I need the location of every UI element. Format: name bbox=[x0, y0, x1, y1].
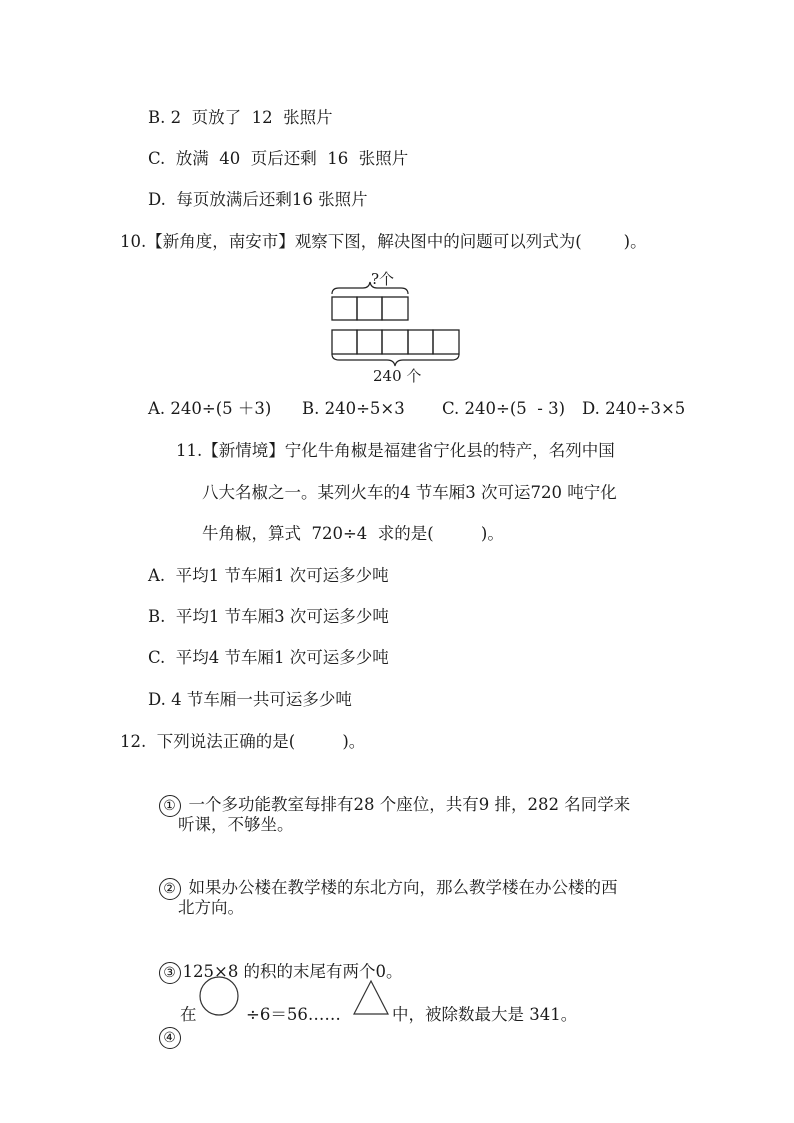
diagram-top-box bbox=[357, 297, 382, 320]
diagram-top-label: ?个 bbox=[371, 270, 395, 288]
q11-stem-line3: 牛角椒，算式 720÷4 求的是( )。 bbox=[202, 524, 504, 543]
q11-option-d: D. 4 节车厢一共可运多少吨 bbox=[148, 690, 352, 709]
q12-statement-3 bbox=[148, 939, 403, 984]
diagram-bottom-box bbox=[433, 330, 459, 354]
diagram-bottom-box bbox=[408, 330, 433, 354]
diagram-bottom-box bbox=[382, 330, 408, 354]
circled-number-4: ④ bbox=[159, 1027, 181, 1049]
diagram-top-box bbox=[332, 297, 357, 320]
q10-segment-diagram bbox=[325, 268, 465, 388]
q12-stem: 12. 下列说法正确的是( )。 bbox=[120, 732, 366, 751]
diagram-bottom-label: 240 个 bbox=[373, 367, 422, 385]
q12-statement-1 bbox=[148, 772, 630, 817]
q12-s2-line1: 如果办公楼在教学楼的东北方向，那么教学楼在办公楼的西 bbox=[188, 878, 618, 897]
q11-option-a: A. 平均1 节车厢1 次可运多少吨 bbox=[148, 566, 389, 585]
q10-option-a: A. 240÷(5 ＋3) bbox=[148, 399, 272, 418]
triangle-shape-icon bbox=[352, 979, 390, 1017]
q12-s2-line2: 北方向。 bbox=[178, 898, 244, 917]
circled-number-3: ③ bbox=[159, 962, 181, 984]
diagram-bottom-box bbox=[332, 330, 357, 354]
q10-options bbox=[148, 398, 708, 420]
diagram-top-brace bbox=[332, 282, 408, 294]
diagram-bottom-box bbox=[357, 330, 382, 354]
q11-option-c: C. 平均4 节车厢1 次可运多少吨 bbox=[148, 648, 389, 667]
q12-s3-text: 125×8 的积的末尾有两个0。 bbox=[182, 962, 403, 981]
diagram-bottom-brace bbox=[332, 354, 459, 366]
q10-option-b: B. 240÷5×3 bbox=[302, 399, 405, 418]
q10-option-d: D. 240÷3×5 bbox=[582, 399, 686, 418]
q11-stem-line2: 八大名椒之一。某列火车的4 节车厢3 次可运720 吨宁化 bbox=[202, 483, 617, 502]
diagram-top-box bbox=[382, 297, 408, 320]
q12-s1-line2: 听课，不够坐。 bbox=[178, 815, 294, 834]
circled-number-2: ② bbox=[159, 878, 181, 900]
q12-s4-part1: 在 bbox=[180, 1005, 197, 1024]
q11-stem-line1: 11.【新情境】宁化牛角椒是福建省宁化县的特产，名列中国 bbox=[176, 441, 615, 460]
q12-statement-2 bbox=[148, 855, 618, 900]
circled-number-1: ① bbox=[159, 795, 181, 817]
q9-option-c: C. 放满 40 页后还剩 16 张照片 bbox=[148, 149, 409, 168]
q10-stem: 10.【新角度，南安市】观察下图，解决图中的问题可以列式为( )。 bbox=[120, 232, 647, 251]
q11-option-b: B. 平均1 节车厢3 次可运多少吨 bbox=[148, 607, 389, 626]
q12-s4-part2: ÷6＝56…… bbox=[246, 1005, 341, 1024]
q12-s4-part3: 中，被除数最大是 341。 bbox=[392, 1005, 578, 1024]
q9-option-d: D. 每页放满后还剩16 张照片 bbox=[148, 190, 368, 209]
circle-shape-icon bbox=[199, 976, 239, 1016]
q9-option-b: B. 2 页放了 12 张照片 bbox=[148, 108, 333, 127]
q12-s1-line1: 一个多功能教室每排有28 个座位，共有9 排，282 名同学来 bbox=[188, 795, 631, 814]
q10-option-c: C. 240÷(5 - 3) bbox=[442, 399, 566, 418]
